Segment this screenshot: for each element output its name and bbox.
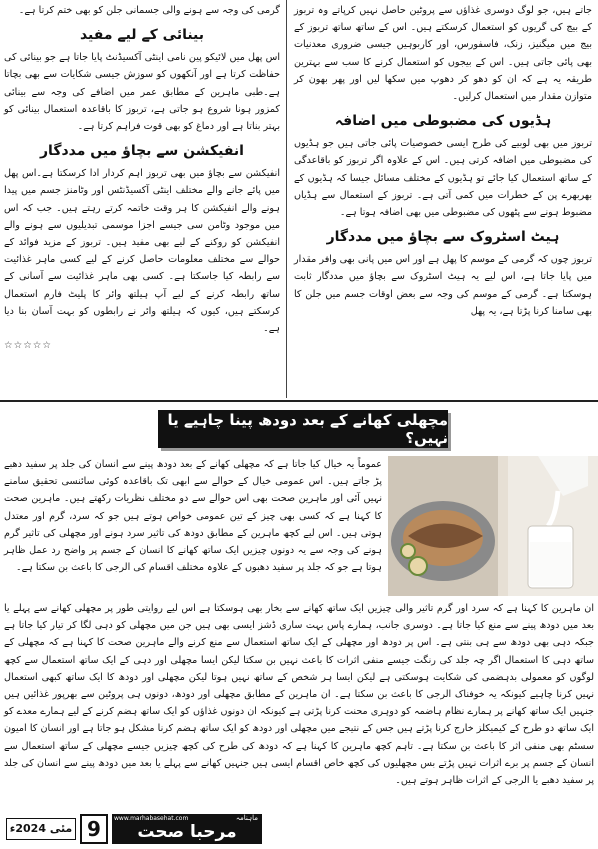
section-heading: ہیٹ اسٹروک سے بچاؤ میں مددگار bbox=[326, 229, 560, 246]
section-divider bbox=[0, 400, 598, 402]
column-divider bbox=[286, 0, 287, 398]
paragraph: گرمی کی وجہ سے ہونے والی جسمانی جلن کو بھی ختم کرتا ہے۔ bbox=[18, 5, 280, 16]
paragraph: جاتے ہیں، جو لوگ دوسری غذاؤں سے پروٹین حاصل نہیں کرپاتے وہ تربوز کے بیج کی گریوں کو استعمال کرسکتے ہیں۔ اس کے ساتھ ساتھ تربوز کے بیج میں میگنیز، زنک، فاسفورس، اور کاربوہیں جیسی ضروری معدنیات بھی پائی جاتی ہیں۔ اس کے بیجوں کو استعمال کرنے کا سب سے بہترین طریقہ یہ ہے کہ ان کو دھو کر دھوپ میں سکھا لیں اور پھر بھون کر متوازن مقدار میں استعمال کرلیں۔ bbox=[294, 5, 592, 103]
photo-illustration bbox=[388, 456, 598, 596]
month-year-label: مئی 2024ء bbox=[6, 818, 76, 840]
stars-ornament: ☆☆☆☆☆ bbox=[4, 340, 53, 352]
section-heading: ہڈیوں کی مضبوطی میں اضافہ bbox=[334, 113, 552, 130]
paragraph: تربوز میں بھی لوبیے کی طرح ایسی خصوصیات پائی جاتی ہیں جو ہڈیوں کی مضبوطی میں اضافہ کرتی ہیں۔ اس کے علاوہ اگر تربوز کو باقاعدگی کے ساتھ استعمال کیا جائے تو ہڈیوں کے مختلف مسائل جیسا کہ ہڈیوں کے بھربھرے پن کے خطرات میں کمی آتی ہے۔ تربوز کے استعمال سے ہڈیاں مضبوط ہونے سے پٹھوں کی مضبوطی میں بھی اضافہ ہوتا ہے۔ bbox=[294, 138, 592, 219]
article-title: مچھلی کھانے کے بعد دودھ پینا چاہیے یا نہیں؟ bbox=[158, 410, 448, 448]
page-number: 9 bbox=[80, 814, 108, 844]
paragraph: تربوز چوں کہ گرمی کے موسم کا پھل ہے اور اس میں پانی بھی وافر مقدار میں پایا جاتا ہے، اس لیے یہ ہیٹ اسٹروک سے بچاؤ میں مددگار ثابت ہوسکتا ہے۔ گرمی کے موسم کی وجہ سے بعض اوقات جسم میں جلن کا بھی سامنا کرنا پڑتا ہے، یہ پھل bbox=[294, 254, 592, 317]
magazine-name: مرحبا صحت bbox=[137, 822, 237, 842]
paragraph: ان ماہرین کا کہنا ہے کہ سرد اور گرم تاثیر والی چیزیں ایک ساتھ کھانے سے بخار بھی ہوسکتا ہے اس لیے روایتی طور پر مچھلی کھانے سے پہلے یا بعد میں دودھ پینے سے منع کیا جاتا ہے۔ دوسری جانب، ہمارے پاس بہت ساری ڈشز ایسی بھی ہیں جن میں مچھلی کو دہی لگا کر تیار کیا جاتا ہے جبکہ دہی بھی دودھ سے ہی بنتی ہے۔ اس پر دودھ اور مچھلی کے ایک ساتھ استعمال سے منع کرنے والے ماہرین صحت کا کہنا ہے کہ مچھلی کے ساتھ دہی کا استعمال اگر چہ جلد کی رنگت جیسے منفی اثرات کا باعث نہیں بن سکتا لیکن ایسا مچھلی اور دہی کے ایک ساتھ استعمال سے کچھ لوگوں کو معمولی بدہضمی کی شکایت ہوسکتی ہے لیکن ایسا ہر شخص کے ساتھ نہیں ہوتا لیکن مچھلی اور دودھ کا ایک ساتھ کبھی استعمال نہیں کرنا چاہیے کیونکہ یہ خوفناک الرجی کا باعث بن سکتا ہے۔ ان ماہرین کے مطابق مچھلی اور دودھ، دونوں ہی پروٹین سے بھرپور غذائیں ہیں جنہیں ایک ساتھ کھانے پر ہمارے نظام ہاضمہ کو دوہری محنت کرنا پڑتی ہے کیونکہ ان دونوں غذاؤں کو ایک ساتھ ہضم کرنے کے لیے ہمارے معدے کو ایک ساتھ دو طرح کے کیمیکلز خارج کرنا پڑتے ہیں جس کے نتیجے میں مچھلی اور دودھ کو ایک ساتھ ہضم کرنا مشکل ہو جاتا ہے اور انسان کا امیون سسٹم بھی منفی اثر کا باعث بن سکتا ہے۔ تاہم کچھ ماہرین کا کہنا ہے کہ دودھ کی طرح کی کچھ چیزیں جیسے مچھلی کے ساتھ استعمال سے انسان کے جسم پر برے اثرات نہیں پڑتے بس مچھلیوں کی کچھ خاص اقسام ایسی ہیں جنہیں کھانے سے پہلے یا بعد میں دودھ پینے سے انسان کی جلد پر سفید دھبے یا الرجی کے اثرات ظاہر ہوتے ہیں۔ bbox=[4, 603, 594, 787]
section-heading: بینائی کے لیے مفید bbox=[79, 27, 205, 44]
column-right bbox=[294, 2, 592, 320]
paragraph: انفیکشن سے بچاؤ میں بھی تربوز اہم کردار ادا کرسکتا ہے۔اس پھل میں پائے جانے والے مختلف اینٹی آکسیڈنٹس اور وٹامنز جسم میں پیدا ہونے والے انفیکشن کا ہر وقت خاتمہ کرتے رہتے ہیں۔ جب کہ اس میں موجود وٹامن سی جیسے اجزا موسمی تبدیلیوں سے ہونے والے انفیکشن کو روکنے کے لیے بھی مفید ہیں۔ تربوز کے مزید فوائد کے حوالے سے مختلف معلومات حاصل کرنے کے لیے کسی ماہر غذائیت سے رابطہ کیا جاسکتا ہے۔ کسی بھی ماہر غذائیت سے آسانی کے ساتھ رابطہ کرنے کے لیے آپ ہیلتھ وائر کا پلیٹ فارم استعمال کرسکتے ہیں، کیوں کہ ہیلتھ وائر نے رابطوں کو بہت آسان بنا دیا ہے۔ bbox=[4, 168, 280, 335]
paragraph: اس پھل میں لائیکو پین نامی اینٹی آکسیڈنٹ پایا جاتا ہے جو بینائی کی حفاظت کرتا ہے اور آنکھوں کو سوزش جیسی شکایات سے بھی بچاتا ہے۔طبی ماہرین کے مطابق عمر میں اضافے کی وجہ سے بینائی کمزور ہونا شروع ہو جاتی ہے، تربوز کا باقاعدہ استعمال بینائی کو بہتر بناتا ہے اور دماغ کو بھی قوت فراہم کرتا ہے۔ bbox=[4, 52, 280, 133]
magazine-footer bbox=[6, 812, 266, 846]
magazine-tag: ماہنامہ bbox=[235, 814, 258, 822]
article-intro bbox=[4, 456, 382, 576]
magazine-url: www.marhabasehat.com bbox=[114, 815, 189, 822]
fish-and-milk-photo bbox=[388, 456, 598, 596]
section-heading: انفیکشن سے بچاؤ میں مددگار bbox=[40, 143, 244, 160]
paragraph: عموماً یہ خیال کیا جاتا ہے کہ مچھلی کھانے کے بعد دودھ پینے سے انسان کی جلد پر سفید دھبے پڑ جاتے ہیں۔ اس عمومی خیال کے حوالے سے ابھی تک باقاعدہ کوئی سائنسی تحقیق سامنے نہیں آئی اور ماہرین صحت بھی اس حوالے سے دو مختلف نظریات رکھتے ہیں۔ ماہرین صحت کا کہنا ہے کہ کسی بھی چیز کے تین عمومی خواص ہوتے ہیں جو کہ سرد، گرم اور معتدل ہوتی ہیں۔ اس لیے کچھ ماہرین کے مطابق دودھ کی تاثیر سرد ہونے اور مچھلی کی تاثیر گرم ہونے کی وجہ سے یہ دونوں چیزیں ایک ساتھ کھانے کا انسان کے جسم پر واضح رد عمل ظاہر ہوتا ہے جو کہ جلد پر سفید دھبوں کے علاوہ مختلف اقسام کی الرجی کا باعث بن سکتا ہے۔ bbox=[4, 459, 382, 574]
article-body bbox=[4, 600, 594, 789]
magazine-logo bbox=[112, 814, 262, 844]
column-left bbox=[4, 2, 280, 354]
